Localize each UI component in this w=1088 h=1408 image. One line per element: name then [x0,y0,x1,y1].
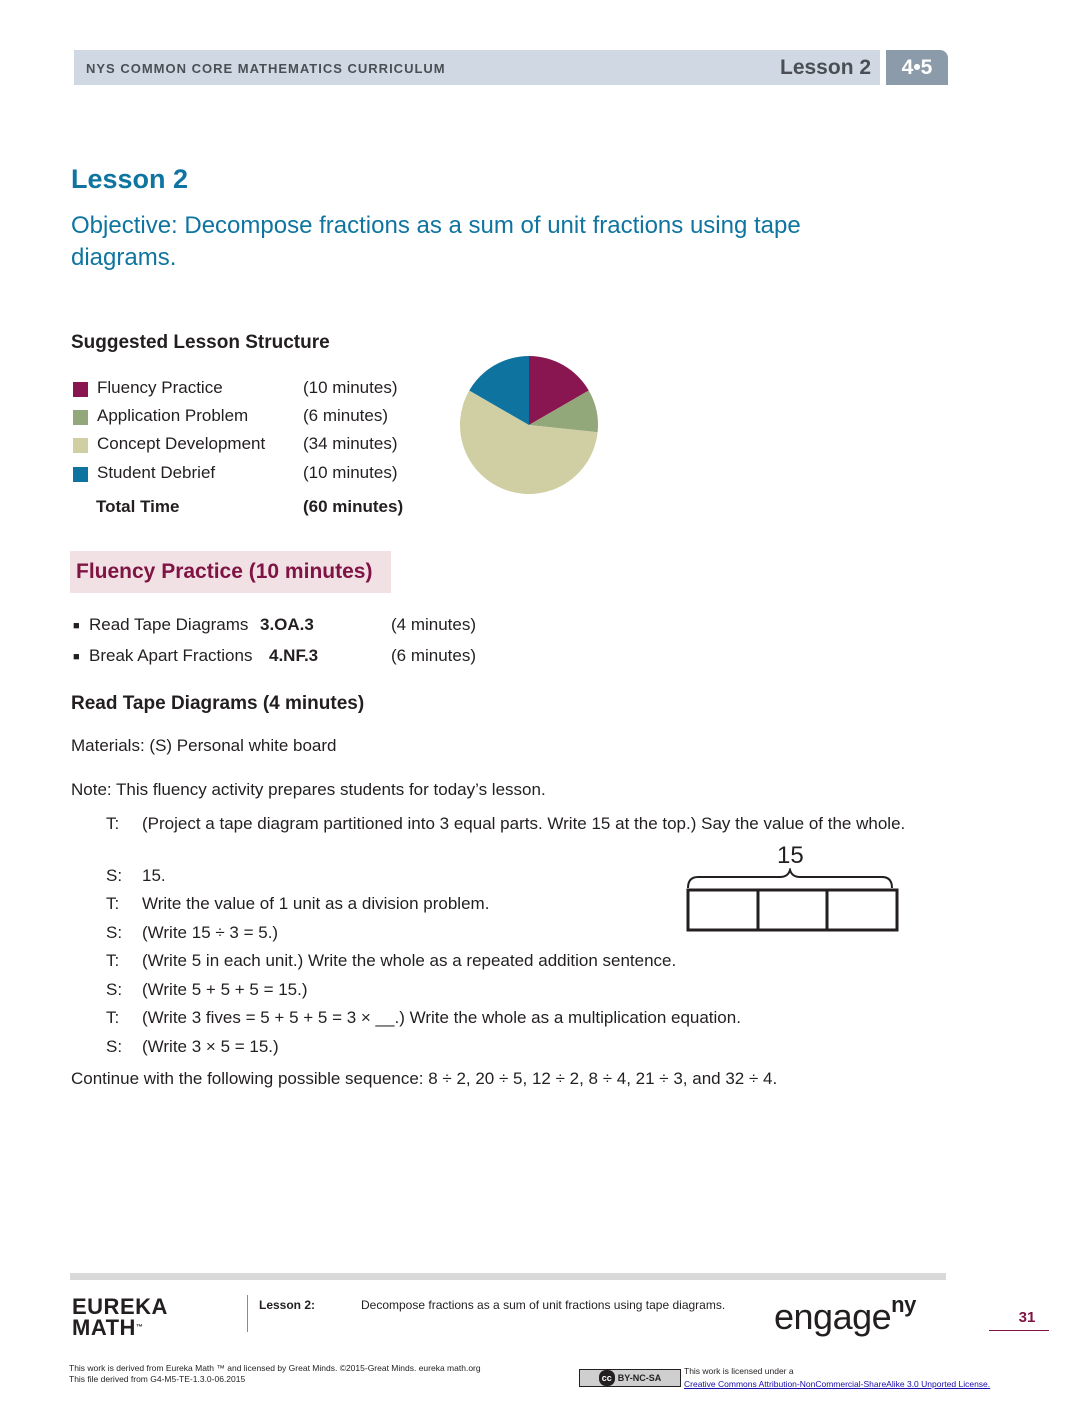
credit-text [69,1363,481,1385]
swatch-concept [73,438,88,453]
structure-label: Fluency Practice [97,378,223,397]
dialogue-speaker: S: [106,923,123,942]
tape-diagram [684,868,904,936]
logo-trademark: ™ [135,1324,144,1331]
lesson-structure-pie-chart [458,354,600,496]
curriculum-title: NYS COMMON CORE MATHEMATICS CURRICULUM [86,61,446,76]
dialogue-text: (Project a tape diagram partitioned into 3 equal parts. Write 15 at the top.) Say the value of the whole. [142,814,906,833]
square-bullet-icon: ■ [73,651,80,663]
dialogue-text: (Write 5 + 5 + 5 = 15.) [142,980,308,999]
module-code-badge: 4•5 [886,50,948,85]
tape-bar [688,890,897,930]
structure-minutes: (6 minutes) [303,406,389,425]
cc-license-badge [579,1369,681,1387]
header-lesson: Lesson 2 [780,56,872,79]
cc-icon: cc [599,1370,615,1386]
footer-divider [247,1295,248,1332]
note-line: Note: This fluency activity prepares students for today’s lesson. [71,780,546,799]
engage-text: engage [774,1296,892,1337]
fluency-item-label: Break Apart Fractions [89,646,253,665]
dialogue-speaker: T: [106,951,120,970]
dialogue-speaker: S: [106,1037,123,1056]
fluency-item-minutes: (4 minutes) [391,615,477,634]
dialogue-text: (Write 3 fives = 5 + 5 + 5 = 3 × __.) Write the whole as a multiplication equation. [142,1008,741,1027]
dialogue-speaker: S: [106,980,123,999]
page-number: 31 [1018,1309,1036,1326]
eureka-math-logo [72,1296,168,1338]
tape-diagram-value: 15 [777,842,804,869]
fluency-item-label: Read Tape Diagrams [89,615,249,634]
structure-minutes: (10 minutes) [303,463,398,482]
structure-label: Application Problem [97,406,249,425]
structure-minutes: (10 minutes) [303,378,398,397]
page-title: Lesson 2 [71,164,189,194]
structure-minutes: (34 minutes) [303,434,398,453]
footer-lesson-label: Lesson 2: [259,1298,316,1312]
credit-line: This work is derived from Eureka Math ™ and licensed by Great Minds. ©2015-Great Minds. eureka math.org [69,1363,481,1373]
dialogue-text: Write the value of 1 unit as a division problem. [142,894,490,913]
ny-text: ny [891,1292,916,1317]
dialogue-speaker: T: [106,814,120,833]
fluency-heading: Fluency Practice (10 minutes) [76,560,373,583]
lesson-structure-heading: Suggested Lesson Structure [71,332,330,353]
cc-badge-text: BY-NC-SA [617,1373,662,1383]
credit-line: This file derived from G4-M5-TE-1.3.0-06.2015 [69,1374,246,1384]
page-number-underline [989,1330,1049,1331]
fluency-item-standard: 4.NF.3 [269,646,319,665]
dialogue-speaker: T: [106,894,120,913]
total-minutes: (60 minutes) [303,497,404,516]
swatch-application [73,410,88,425]
total-label: Total Time [96,497,180,516]
swatch-fluency [73,382,88,397]
dialogue-text: (Write 3 × 5 = 15.) [142,1037,279,1056]
license-text: This work is licensed under a [684,1366,794,1376]
dialogue-speaker: S: [106,866,123,885]
dialogue-text: (Write 15 ÷ 3 = 5.) [142,923,279,942]
footer-lesson-description: Decompose fractions as a sum of unit fractions using tape diagrams. [361,1298,726,1312]
total-time-row [96,497,404,517]
dialogue-text: (Write 5 in each unit.) Write the whole as a repeated addition sentence. [142,951,677,970]
dialogue-speaker: T: [106,1008,120,1027]
read-tape-diagrams-heading: Read Tape Diagrams (4 minutes) [71,693,365,714]
structure-label: Concept Development [97,434,266,453]
materials-line: Materials: (S) Personal white board [71,736,337,755]
objective: Objective: Decompose fractions as a sum of unit fractions using tape diagrams. [71,212,801,271]
square-bullet-icon: ■ [73,620,80,632]
footer-rule [70,1273,946,1280]
logo-line-eureka: EUREKA [72,1294,168,1319]
fluency-item-standard: 3.OA.3 [260,615,314,634]
tape-brace [688,870,892,888]
structure-label: Student Debrief [97,463,216,482]
dialogue-text: 15. [142,866,166,885]
license-link[interactable]: Creative Commons Attribution-NonCommercial-ShareAlike 3.0 Unported License. [684,1379,991,1389]
swatch-debrief [73,467,88,482]
continue-sequence: Continue with the following possible sequence: 8 ÷ 2, 20 ÷ 5, 12 ÷ 2, 8 ÷ 4, 21 ÷ 3, and 32 ÷ 4. [71,1069,778,1088]
fluency-item-minutes: (6 minutes) [391,646,477,665]
logo-line-math: MATH [72,1315,136,1340]
engageny-logo [774,1292,916,1338]
